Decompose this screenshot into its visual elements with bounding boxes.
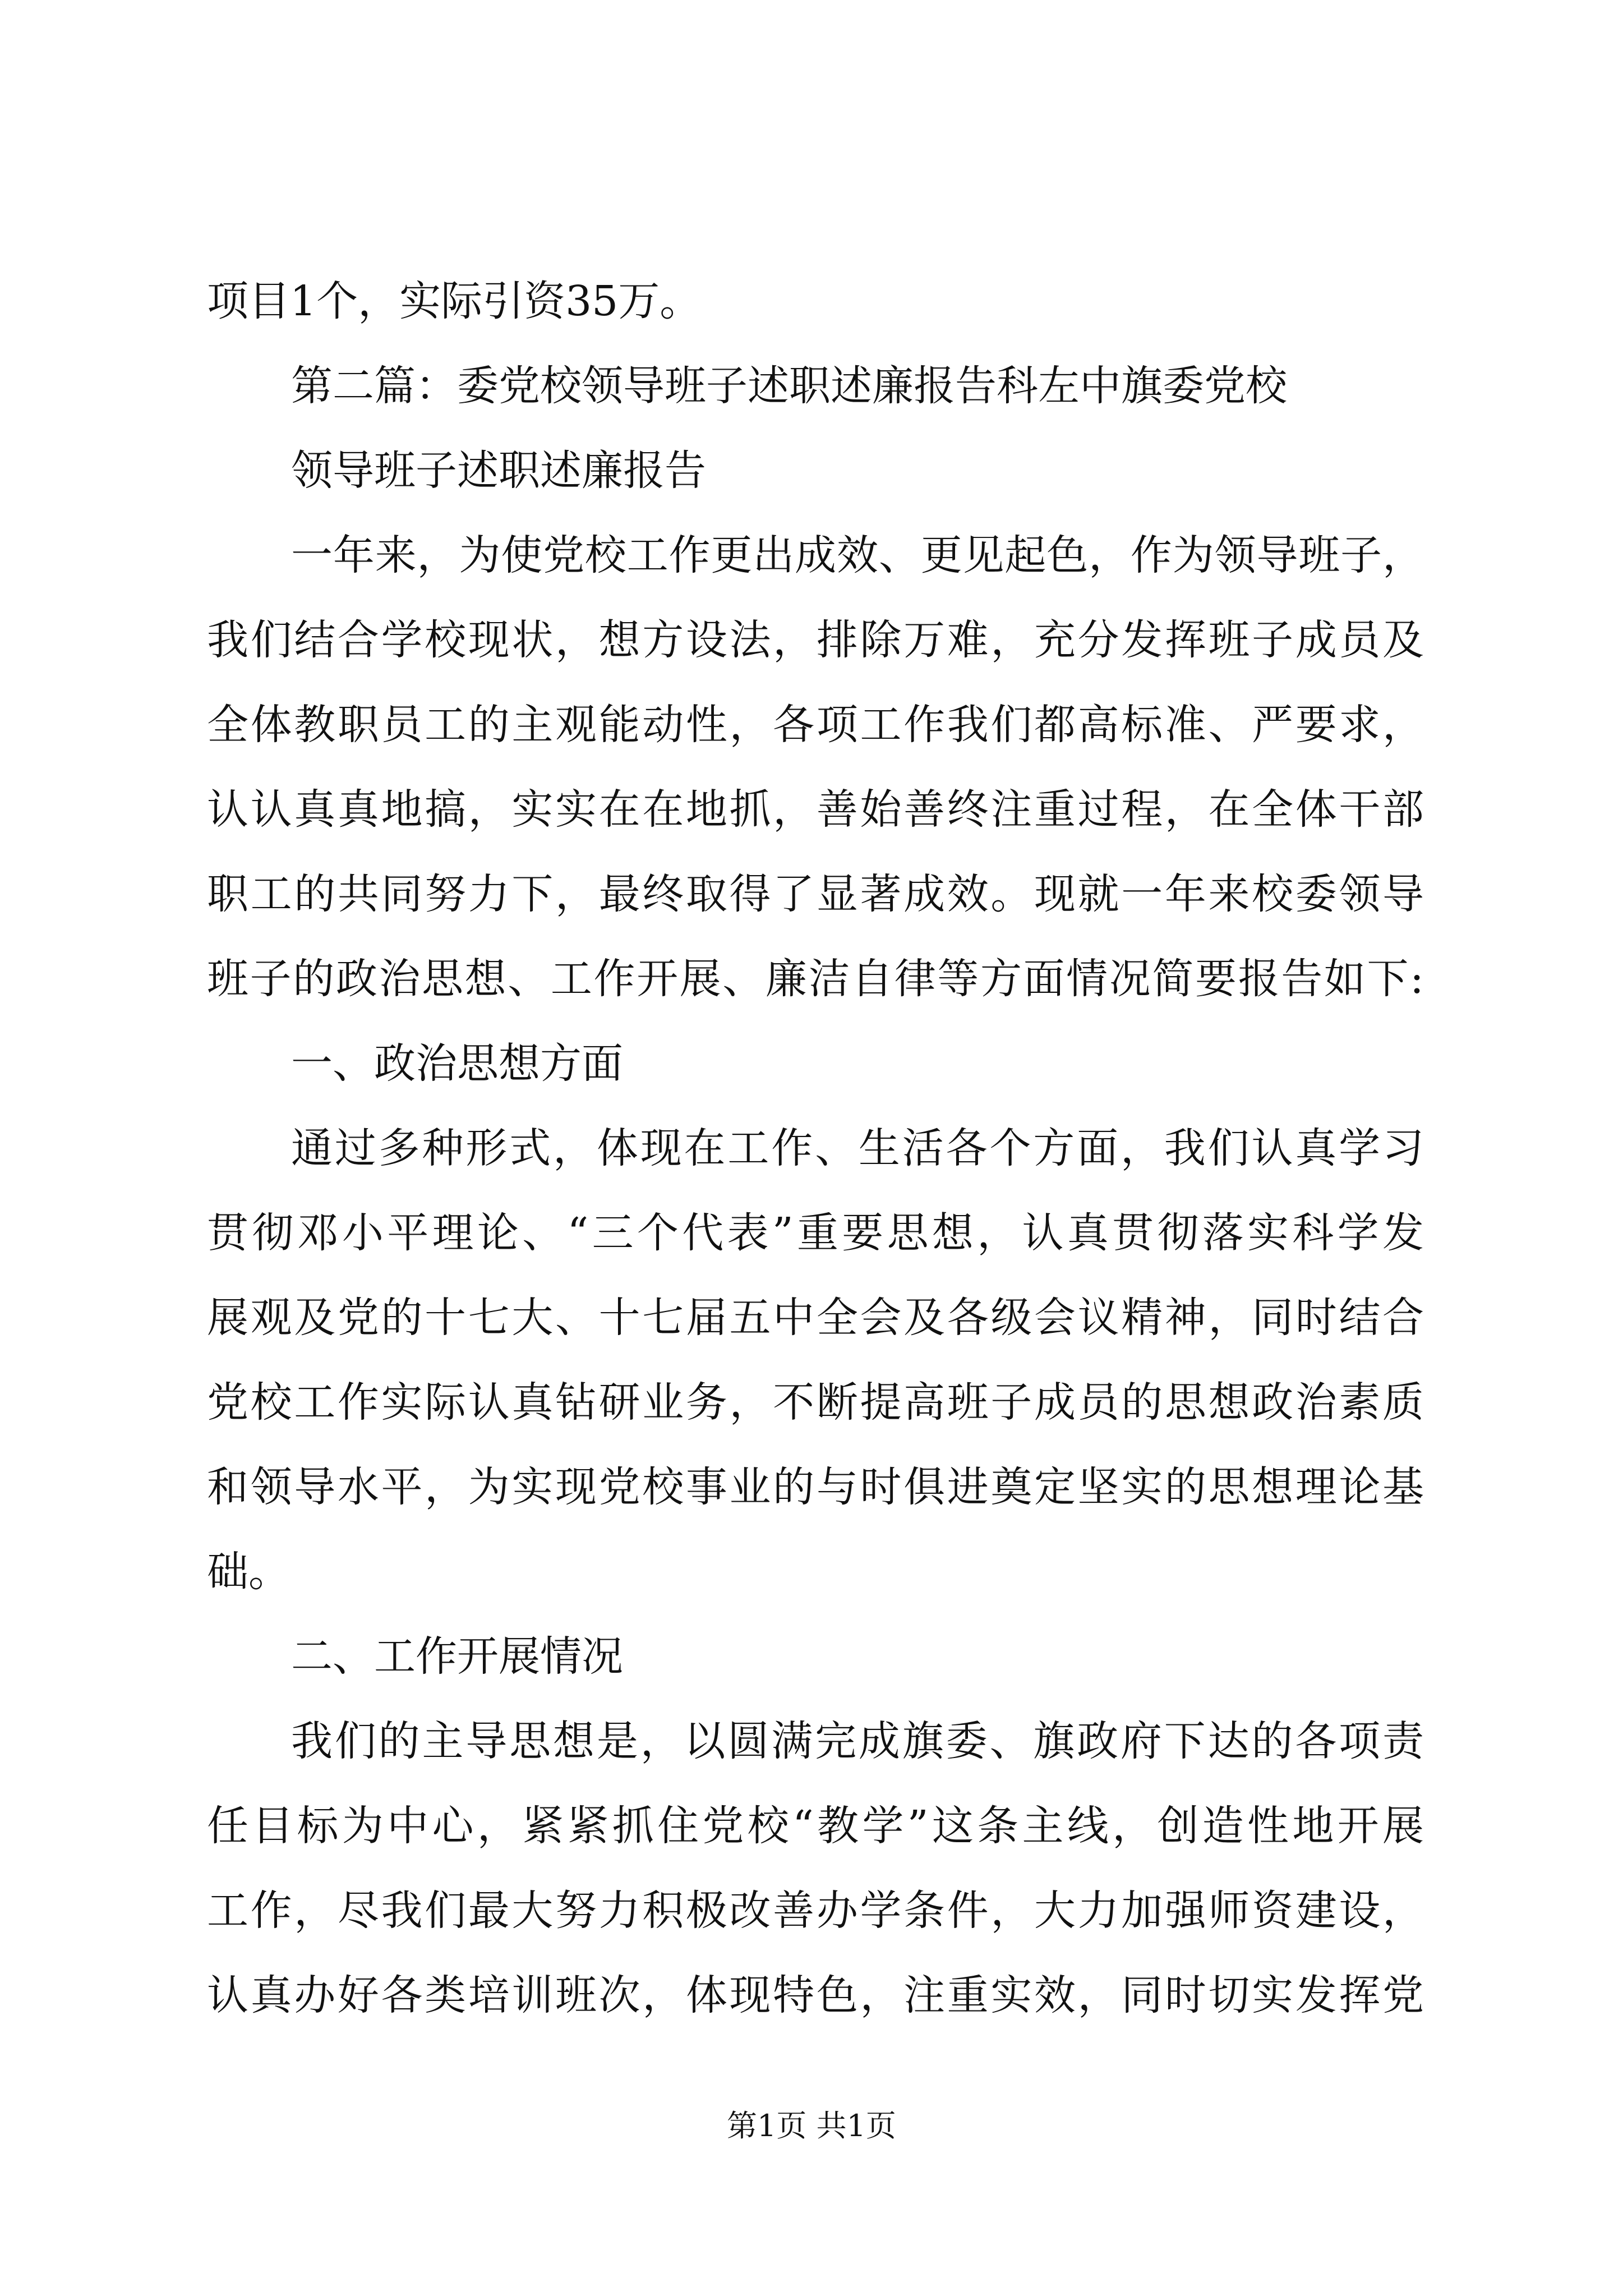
- body-line: 全体教职员工的主观能动性，各项工作我们都高标准、严要求，: [207, 701, 1424, 749]
- body-line: 我们的主导思想是，以圆满完成旗委、旗政府下达的各项责: [291, 1717, 1424, 1765]
- body-line: 工作，尽我们最大努力积极改善办学条件，大力加强师资建设，: [207, 1887, 1424, 1935]
- body-line: 通过多种形式，体现在工作、生活各个方面，我们认真学习: [291, 1124, 1424, 1172]
- subsection-heading: 一、政治思想方面: [291, 1039, 623, 1088]
- report-title: 领导班子述职述廉报告: [291, 447, 706, 495]
- body-line: 础。: [207, 1548, 290, 1596]
- body-line: 认真办好各类培训班次，体现特色，注重实效，同时切实发挥党: [207, 1971, 1424, 2019]
- body-line: 贯彻邓小平理论、“三个代表”重要思想，认真贯彻落实科学发: [207, 1209, 1424, 1257]
- page-number-footer: 第1页 共1页: [727, 2108, 896, 2143]
- body-line: 认认真真地搞，实实在在地抓，善始善终注重过程，在全体干部: [207, 785, 1424, 834]
- body-line: 党校工作实际认真钻研业务，不断提高班子成员的思想政治素质: [207, 1378, 1424, 1427]
- section-heading: 第二篇：委党校领导班子述职述廉报告科左中旗委党校: [291, 362, 1287, 410]
- body-line: 班子的政治思想、工作开展、廉洁自律等方面情况简要报告如下:: [207, 955, 1424, 1003]
- body-line: 项目1个，实际引资35万。: [207, 277, 702, 325]
- body-line: 展观及党的十七大、十七届五中全会及各级会议精神，同时结合: [207, 1294, 1424, 1342]
- body-line: 我们结合学校现状，想方设法，排除万难，充分发挥班子成员及: [207, 616, 1424, 664]
- body-line: 和领导水平，为实现党校事业的与时俱进奠定坚实的思想理论基: [207, 1463, 1424, 1511]
- document-body: [207, 259, 1424, 2038]
- body-line: 职工的共同努力下，最终取得了显著成效。现就一年来校委领导: [207, 870, 1424, 918]
- body-line: 任目标为中心，紧紧抓住党校“教学”这条主线，创造性地开展: [207, 1802, 1424, 1850]
- body-line: 一年来，为使党校工作更出成效、更见起色，作为领导班子，: [291, 531, 1424, 579]
- subsection-heading: 二、工作开展情况: [291, 1632, 623, 1681]
